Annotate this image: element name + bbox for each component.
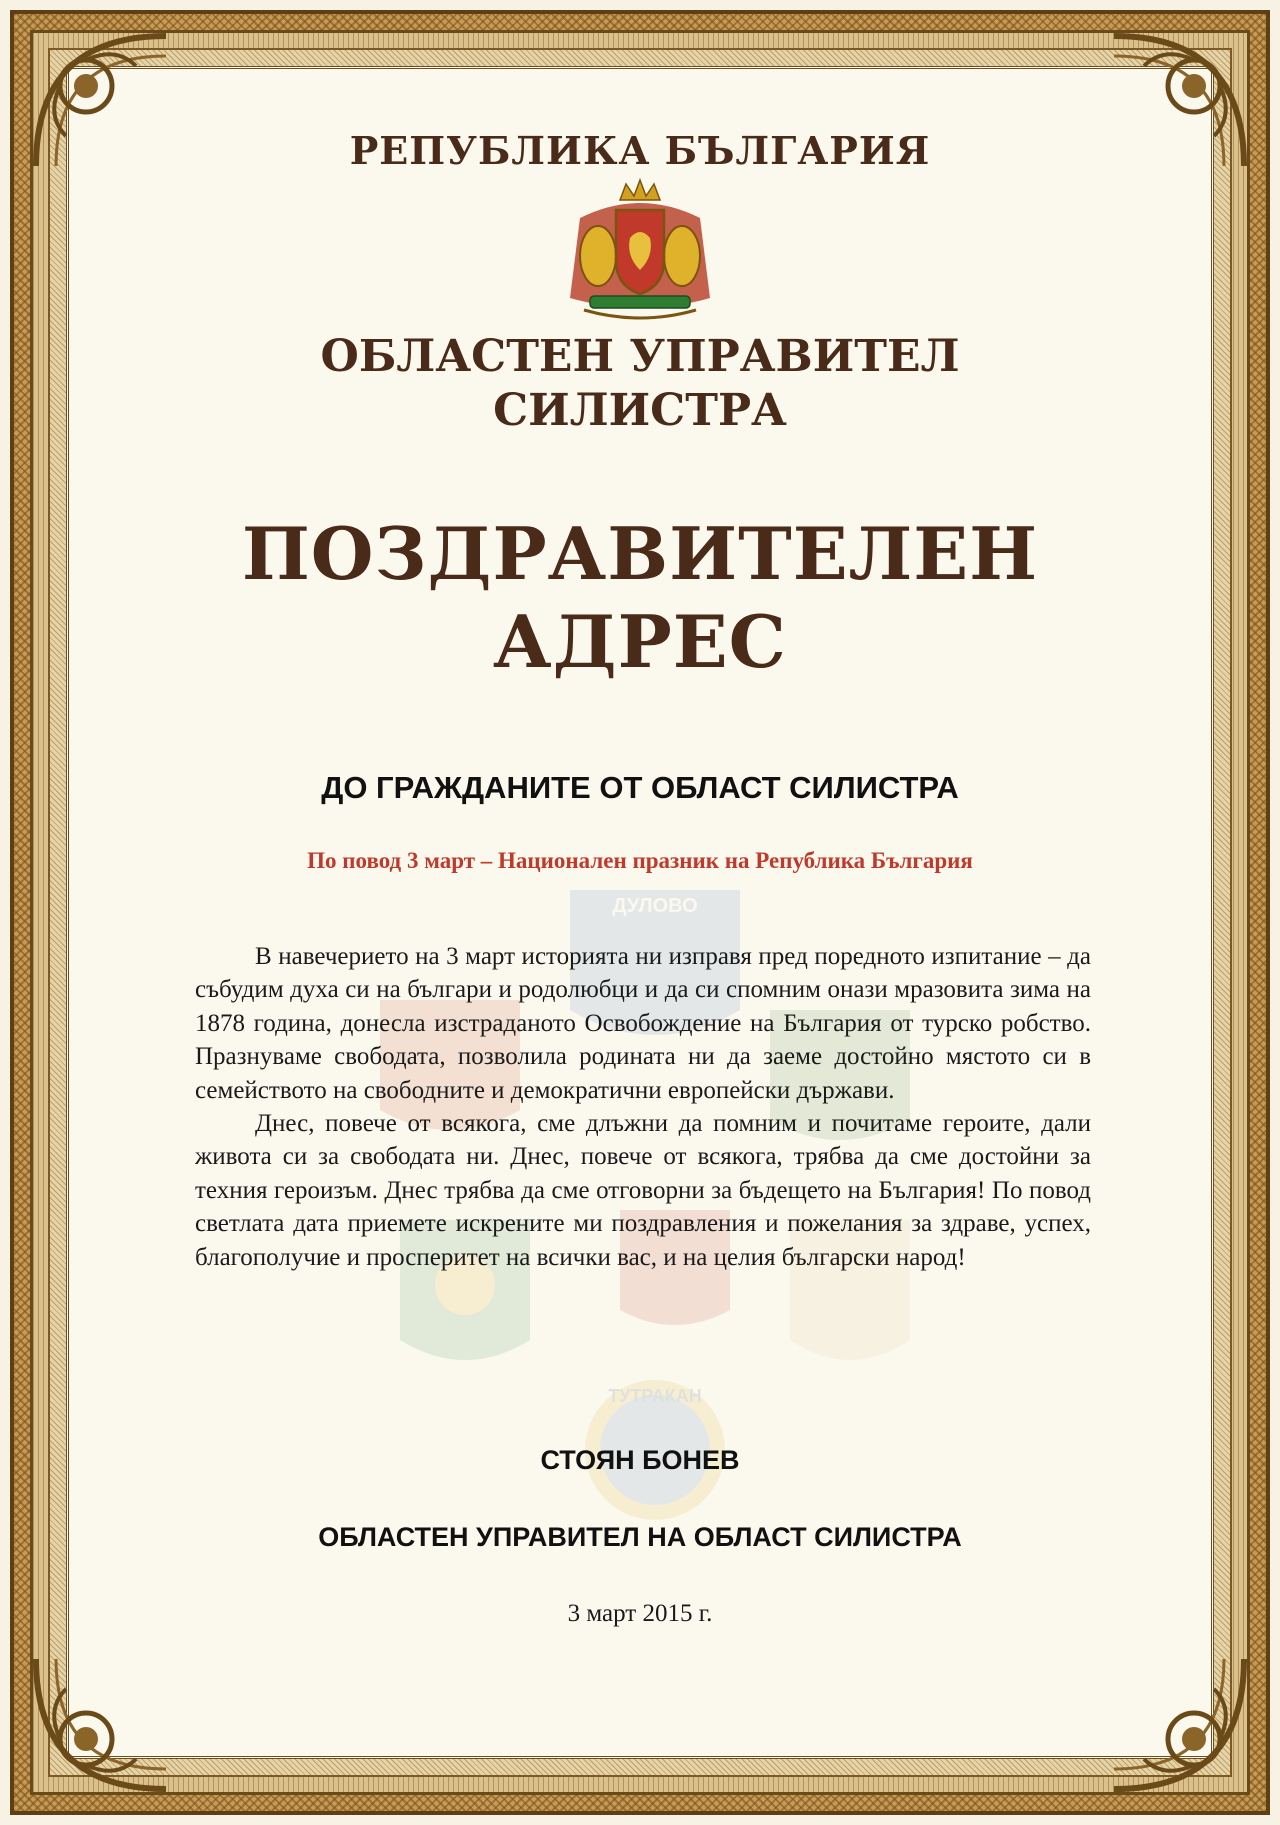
occasion-line: По повод 3 март – Национален празник на Република България [307, 848, 973, 873]
signer-position: ОБЛАСТЕН УПРАВИТЕЛ НА ОБЛАСТ СИЛИСТРА [318, 1522, 962, 1552]
document-title [90, 510, 1190, 686]
governor-heading [90, 330, 1190, 438]
coat-of-arms-icon [560, 178, 720, 328]
title-line-2: АДРЕС [493, 599, 787, 684]
governor-line-1: ОБЛАСТЕН УПРАВИТЕЛ [320, 331, 960, 382]
governor-line-2: СИЛИСТРА [493, 385, 787, 436]
body-paragraph-2: Днес, повече от всякога, сме длъжни да помним и почитаме героите, дали живота си за свободата ни. Днес, повече от всякога, трябва да сме достойни за техния героизъм. Днес трябва да сме отговорни за бъдещето на България! По повод светлата дата приемете искрените ми поздравления и пожелания за здраве, успех, благополучие и просперитет на всички вас, и на целия български народ! [195, 1110, 1091, 1271]
watermark-label-tutrakan: ТУТРАКАН [608, 1386, 702, 1406]
title-line-1: ПОЗДРАВИТЕЛЕН [241, 511, 1039, 596]
body-paragraph-1: В навечерието на 3 март историята ни изправя пред поредното изпитание – да събудим духа си на българи и родолюбци и да си спомним онази мразовита зима на 1878 година, донесла изстраданото Освобождение на България от турско робство. Празнуваме свободата, позволила родината ни да заеме достойно мястото си в семейството на свободните и демократични европейски държави. [195, 943, 1091, 1104]
document-date: 3 март 2015 г. [567, 1600, 713, 1627]
republic-heading: РЕПУБЛИКА БЪЛГАРИЯ [349, 128, 931, 173]
recipient-line: ДО ГРАЖДАНИТЕ ОТ ОБЛАСТ СИЛИСТРА [321, 770, 959, 805]
watermark-label-dulovo: ДУЛОВО [612, 895, 698, 917]
body-text [195, 940, 1091, 1274]
signer-name: СТОЯН БОНЕВ [540, 1445, 740, 1475]
certificate-content [90, 90, 1190, 1735]
